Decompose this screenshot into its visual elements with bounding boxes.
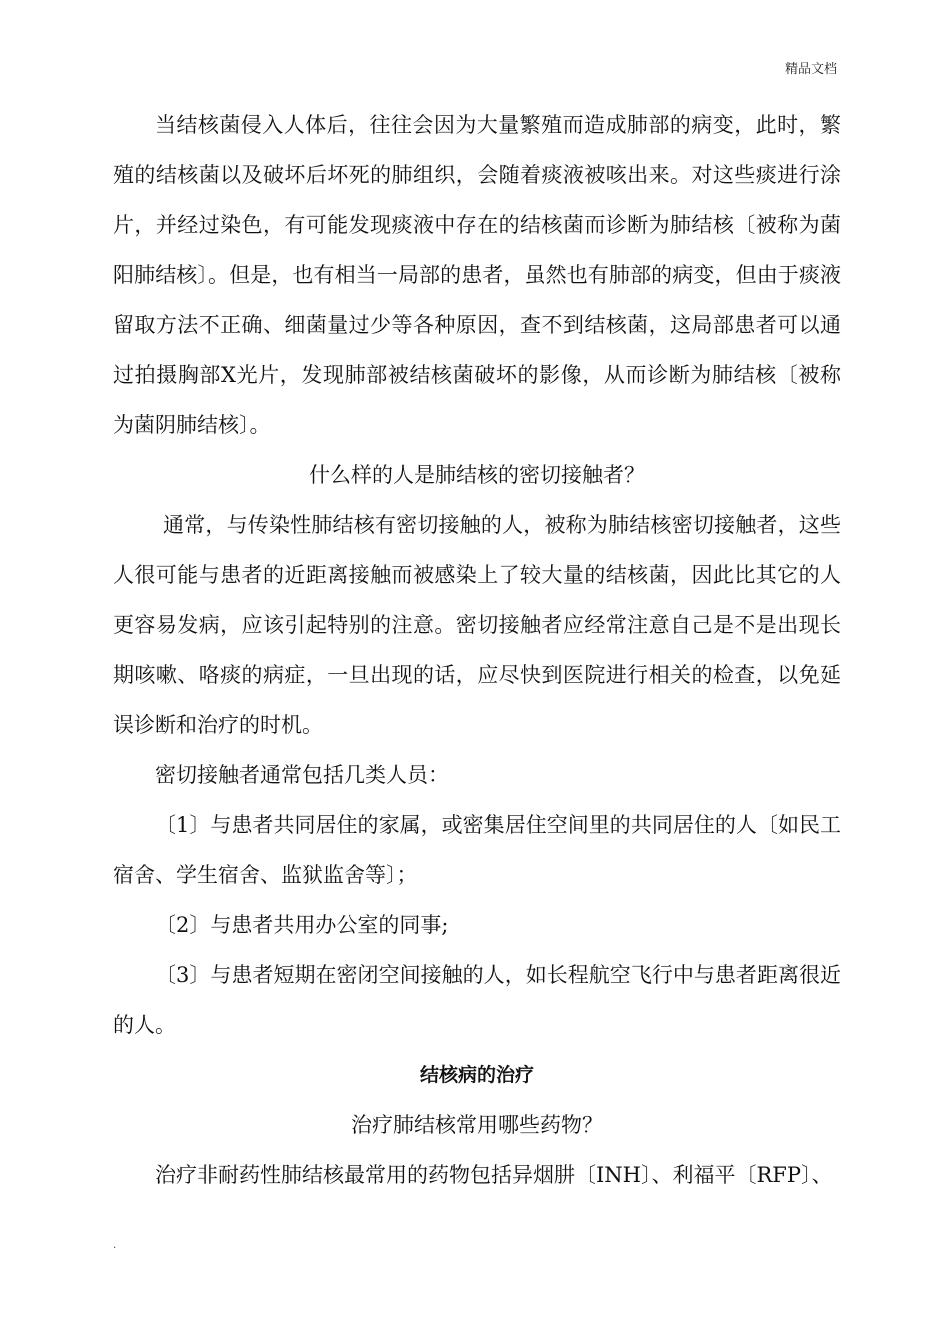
section-title-treatment: 结核病的治疗 <box>419 1064 534 1086</box>
question-common-drugs: 治疗肺结核常用哪些药物？ <box>351 1113 603 1137</box>
paragraph-diagnosis: 当结核菌侵入人体后，往往会因为大量繁殖而造成肺部的病变，此时，繁殖的结核菌以及破坏后坏死的肺组织，会随着痰液被咳出来。对这些痰进行涂片，并经过染色，有可能发现痰液中存在的结核菌而诊断为肺结核〔被称为菌阳肺结核〕。但是，也有相当一局部的患者，虽然也有肺部的病变，但由于痰液留取方法不正确、细菌量过少等各种原因，查不到结核菌，这局部患者可以通过拍摄胸部X光片，发现肺部被结核菌破坏的影像，从而诊断为肺结核〔被称为菌阴肺结核〕。 <box>113 113 841 437</box>
question-close-contacts: 什么样的人是肺结核的密切接触者？ <box>309 463 645 487</box>
footer-mark: . <box>113 1240 117 1251</box>
paragraph-drugs: 治疗非耐药性肺结核最常用的药物包括异烟肼〔INH〕、利福平〔RFP〕、 <box>155 1163 833 1187</box>
list-item-2: 〔2〕与患者共用办公室的同事; <box>155 913 449 937</box>
page-header-label: 精品文档 <box>784 62 837 77</box>
list-item-3: 〔3〕与患者短期在密闭空间接触的人，如长程航空飞行中与患者距离很近的人。 <box>113 963 841 1037</box>
paragraph-contact-categories: 密切接触者通常包括几类人员： <box>155 763 449 787</box>
list-item-1: 〔1〕与患者共同居住的家属，或密集居住空间里的共同居住的人〔如民工宿舍、学生宿舍、监狱监舍等〕； <box>113 813 841 887</box>
paragraph-close-contacts: 通常，与传染性肺结核有密切接触的人，被称为肺结核密切接触者，这些人很可能与患者的近距离接触而被感染上了较大量的结核菌，因此比其它的人更容易发病，应该引起特别的注意。密切接触者应经常注意自己是不是出现长期咳嗽、咯痰的病症，一旦出现的话，应尽快到医院进行相关的检查，以免延误诊断和治疗的时机。 <box>113 513 841 737</box>
document-body <box>113 100 841 1200</box>
